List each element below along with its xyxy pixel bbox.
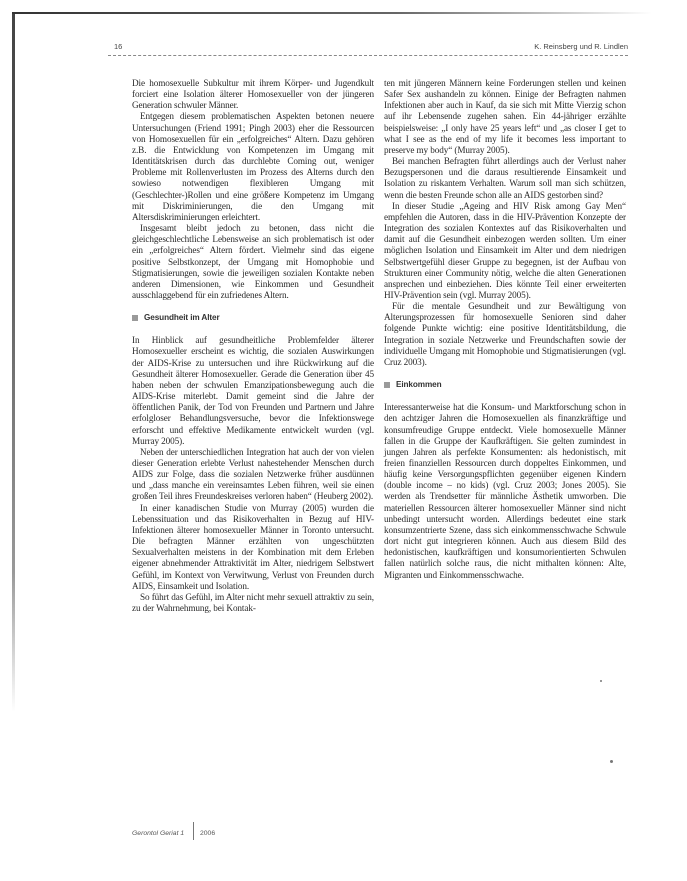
journal-name: Gerontol Geriat 1 (132, 830, 185, 837)
scan-speck (610, 760, 613, 763)
paragraph: Entgegen diesem problematischen Aspekten betonen neuere Untersuchungen (Friend 1991; Pingh 2003) eher die Ressourcen von Homosexuellen für ein „erfolgreiches“ Altern. Dazu gehören z.B. die Entwicklung von Kompetenzen im Umgang mit Identitätskrisen durch das durchlebte Coming out, weniger Probleme mit Rollenverlusten im Prozess des Alterns durch den sowieso notwendigen flexibleren Umgang mit (Geschlechter-)Rollen und eine größere Kompetenz im Umgang mit Diskriminierungen, die den Umgang mit Altersdiskriminierungen erleichtert. (132, 111, 374, 222)
paragraph: In einer kanadischen Studie von Murray (2005) wurden die Lebenssituation und das Risikoverhalten in Bezug auf HIV-Infektionen älterer homosexueller Männer in Toronto untersucht. Die befragten Männer erzählten von ungeschützten Sexualverhalten meistens in der Kombination mit dem Erleben eigener abnehmender Attraktivität im Alter, niedrigem Selbstwert Gefühl, im Kontext von Verwitwung, Verlust von Freunden durch AIDS, Einsamkeit und Isolation. (132, 502, 374, 591)
section-marker-icon (132, 315, 138, 321)
footer-divider (193, 822, 194, 840)
paragraph: In Hinblick auf gesundheitliche Problemfelder älterer Homosexueller erscheint es wichtig, die sozialen Auswirkungen der AIDS-Krise zu untersuchen und ihre Rückwirkung auf die Gesundheit älterer Homosexueller. Gerade die Generation über 45 haben neben der schwulen Emanzipationsbewegung auch die AIDS-Krise miterlebt. Damit gemeint sind die Jahre der öffentlichen Panik, der Tod von Freunden und Partnern und Jahre erfolgloser Behandlungsversuche, bevor die Infektionswege erforscht und effektive Medikamente entwickelt wurden (vgl. Murray 2005). (132, 335, 374, 446)
scan-edge-left (12, 12, 15, 712)
section-heading-text: Einkommen (396, 380, 442, 390)
document-page (108, 38, 628, 848)
paragraph: In dieser Studie „Ageing and HIV Risk among Gay Men“ empfehlen die Autoren, dass in die HIV-Prävention Konzepte der Integration des sozialen Kontextes auf das Risikoverhalten und damit auf die Gesundheit einbezogen werden sollten. Um einer möglichen Isolation und Einsamkeit im Alter und dem niedrigen Selbstwertgefühl dieser Gruppe zu begegnen, ist der Aufbau von Strukturen einer Community nötig, welche die alten Generationen ansprechen und einbeziehen. Dies könnte Teil einer erweiterten HIV-Prävention sein (vgl. Murray 2005). (384, 200, 626, 300)
section-marker-icon (384, 382, 390, 388)
paragraph: Interessanterweise hat die Konsum- und Marktforschung schon in den achtziger Jahren die Homosexuellen als finanzkräftige und konsumfreudige Gruppe entdeckt. Viele homosexuelle Männer fallen in die Gruppe der Kaufkräftigen. Sie gelten zumindest in jungen Jahren als perfekte Konsumenten: als hedonistisch, mit freien finanziellen Ressourcen durch doppeltes Einkommen, und häufig keine Versorgungspflichten gegenüber eigenen Kindern (double income – no kids) (vgl. Cruz 2003; Jones 2005). Sie werden als Trendsetter für männliche Ästhetik umworben. Die materiellen Ressourcen älterer homosexueller Männer sind nicht unbedingt untersucht worden. Allerdings bedeutet eine stark konsumzentrierte Szene, dass sich einkommensschwache Schwule dort nicht gut integrieren können. Auch aus diesem Bild des hedonistischen, kaufkräftigen und konsumorientierten Schwulen fallen natürlich solche raus, die nicht mithalten können: Alte, Migranten und Einkommensschwache. (384, 402, 626, 580)
paragraph: ten mit jüngeren Männern keine Forderungen stellen und keinen Safer Sex aushandeln zu können. Einige der Befragten nahmen Infektionen aber auch in Kauf, da sie sich mit Mitte Vierzig schon auf ihr Lebensende zugehen sahen. Ein 44-jähriger erzählte beispielsweise: „I only have 25 years left“ und „as closer I get to what I see as the end of my life it becomes less important to preserve my body“ (Murray 2005). (384, 78, 626, 155)
right-column (384, 78, 626, 581)
journal-year: 2006 (200, 830, 216, 837)
running-header (108, 38, 628, 52)
section-heading-health (132, 312, 374, 323)
header-rule (108, 55, 628, 56)
page-footer (132, 826, 332, 846)
scan-speck (600, 680, 602, 682)
scan-edge-top (12, 12, 652, 14)
paragraph: So führt das Gefühl, im Alter nicht mehr sexuell attraktiv zu sein, zu der Wahrnehmung, bei Kontak- (132, 591, 374, 614)
section-heading-text: Gesundheit im Alter (144, 313, 220, 323)
paragraph: Insgesamt bleibt jedoch zu betonen, dass nicht die gleichgeschlechtliche Lebensweise an sich problematisch ist oder ein „erfolgreiches“ Altern fördert. Vielmehr sind das eigene positive Selbstkonzept, der Umgang mit Homophobie und Stigmatisierungen, sowie die jeweiligen sozialen Kontakte neben anderen Dimensionen, wie Einkommen und Gesundheit ausschlaggebend für ein zufriedenes Altern. (132, 223, 374, 300)
paragraph: Neben der unterschiedlichen Integration hat auch der von vielen dieser Generation erlebte Verlust nahestehender Menschen durch AIDS zur Folge, dass die sozialen Netzwerke früher ausdünnen und „dass manche ein vereinsamtes Leben führen, weil sie einen großen Teil ihres Freundeskreises verloren haben“ (Heuberg 2002). (132, 446, 374, 502)
paragraph: Für die mentale Gesundheit und zur Bewältigung von Alterungsprozessen für homosexuelle Senioren sind daher folgende Punkte wichtig: eine positive Identitätsbildung, die Integration in soziale Netzwerke und Freundschaften sowie der individuelle Umgang mit Homophobie und Stigmatisierungen (vgl. Cruz 2003). (384, 301, 626, 367)
page-number: 16 (114, 42, 123, 51)
running-header-authors: K. Reinsberg und R. Lindlen (534, 42, 628, 51)
section-heading-income (384, 379, 626, 390)
paragraph: Bei manchen Befragten führt allerdings auch der Verlust naher Bezugspersonen und die daraus resultierende Einsamkeit und Isolation zu riskantem Verhalten. Warum soll man sich schützen, wenn die besten Freunde schon alle an AIDS gestorben sind? (384, 156, 626, 200)
paragraph: Die homosexuelle Subkultur mit ihrem Körper- und Jugendkult forciert eine Isolation älterer Homosexueller von der jüngeren Generation schwuler Männer. (132, 78, 374, 111)
left-column (132, 78, 374, 614)
